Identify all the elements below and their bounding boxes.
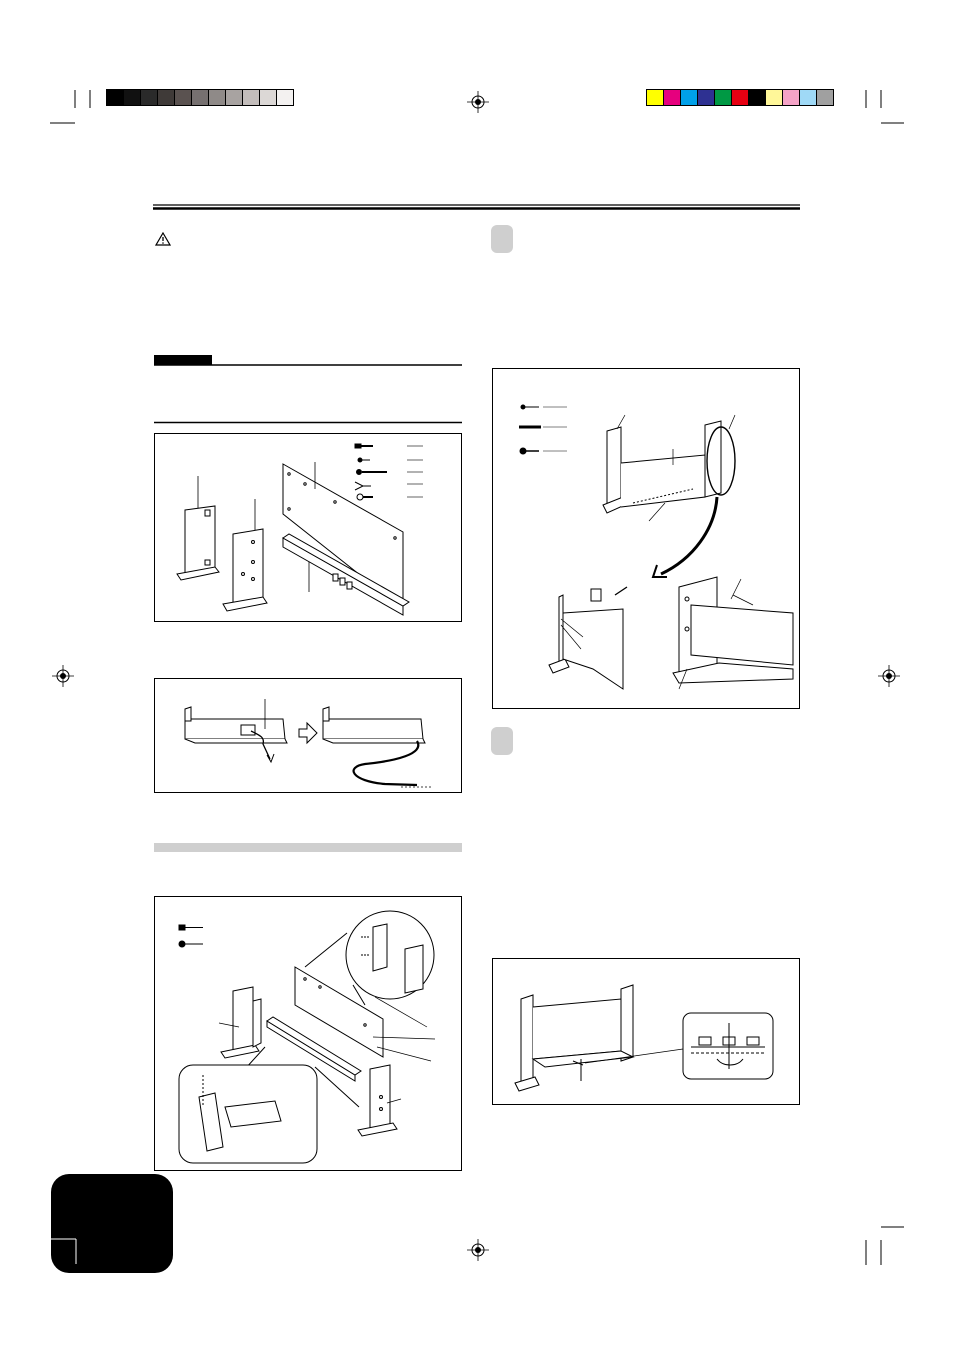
crop-mark-top-right bbox=[856, 90, 906, 130]
back-panel-mounting-figure bbox=[492, 368, 800, 709]
color-swatch bbox=[748, 89, 766, 106]
color-swatch bbox=[663, 89, 681, 106]
gray-swatch bbox=[225, 89, 243, 106]
gray-swatch bbox=[208, 89, 226, 106]
color-swatch bbox=[799, 89, 817, 106]
gray-swatch bbox=[174, 89, 192, 106]
gray-swatch bbox=[259, 89, 277, 106]
color-swatch bbox=[646, 89, 664, 106]
gray-swatch bbox=[242, 89, 260, 106]
screw-icon-b bbox=[358, 458, 370, 462]
crop-mark-top-left bbox=[50, 90, 110, 130]
side-panel-left bbox=[177, 506, 219, 580]
registration-mark-top bbox=[467, 91, 489, 113]
pedal-cord-figure bbox=[154, 678, 462, 793]
gray-swatch bbox=[191, 89, 209, 106]
gray-section-bar bbox=[154, 843, 462, 852]
color-bar bbox=[646, 89, 834, 106]
warning-triangle-icon bbox=[155, 232, 171, 246]
title-rule bbox=[153, 204, 800, 210]
gray-scale-bar bbox=[106, 89, 294, 106]
gray-swatch bbox=[106, 89, 124, 106]
step-arrow-icon bbox=[299, 723, 317, 743]
section-header-bar bbox=[154, 355, 462, 367]
screw-list-step1 bbox=[519, 405, 541, 454]
back-panel bbox=[283, 464, 403, 609]
crop-mark-bottom-right bbox=[856, 1225, 906, 1265]
screw-icon-a bbox=[355, 444, 373, 448]
screw-icon-e bbox=[357, 494, 373, 500]
color-swatch bbox=[731, 89, 749, 106]
pedal-adjuster-figure bbox=[492, 958, 800, 1105]
step-marker-2 bbox=[491, 727, 513, 755]
step-marker-1 bbox=[491, 225, 513, 253]
screw-icon-d bbox=[355, 482, 371, 490]
gray-swatch bbox=[123, 89, 141, 106]
color-swatch bbox=[680, 89, 698, 106]
gray-swatch bbox=[157, 89, 175, 106]
screw-icon-c bbox=[357, 470, 388, 475]
section-divider bbox=[154, 421, 462, 424]
parts-overview-figure bbox=[154, 433, 462, 622]
adjuster-zoom-detail bbox=[683, 1013, 773, 1079]
color-swatch bbox=[816, 89, 834, 106]
screw-list bbox=[355, 444, 387, 500]
registration-mark-right bbox=[878, 665, 900, 687]
color-swatch bbox=[714, 89, 732, 106]
side-panel-assembly-figure bbox=[154, 896, 462, 1171]
registration-mark-bottom bbox=[467, 1239, 489, 1261]
registration-mark-left bbox=[52, 665, 74, 687]
color-swatch bbox=[782, 89, 800, 106]
color-swatch bbox=[765, 89, 783, 106]
crop-mark-bottom-left bbox=[51, 1238, 81, 1268]
screw-list-small bbox=[179, 925, 203, 947]
side-panel-right bbox=[223, 529, 267, 611]
color-swatch bbox=[697, 89, 715, 106]
gray-swatch bbox=[140, 89, 158, 106]
gray-swatch bbox=[276, 89, 294, 106]
